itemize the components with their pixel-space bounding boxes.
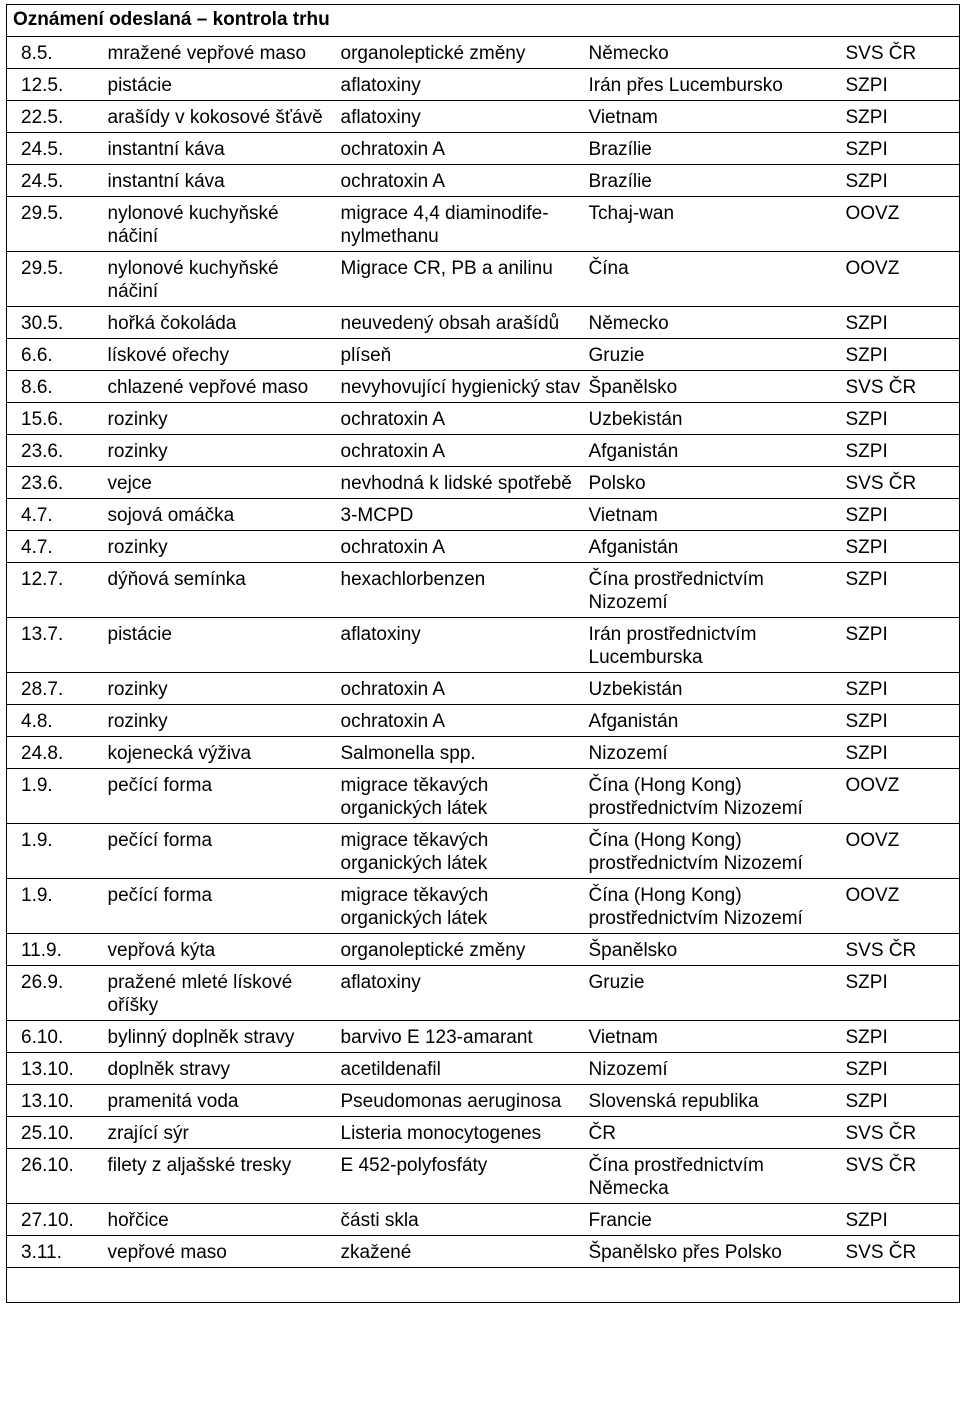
authority-cell: SZPI (840, 563, 960, 618)
authority-cell: SZPI (840, 165, 960, 197)
authority-cell: SZPI (840, 403, 960, 435)
origin-cell: Španělsko přes Polsko (583, 1236, 840, 1268)
product-cell: nylonové kuchyňské náčiní (102, 197, 335, 252)
table-row (7, 69, 960, 101)
authority-cell: SZPI (840, 499, 960, 531)
hazard-cell: nevhodná k lidské spotřebě (335, 467, 583, 499)
hazard-cell: migrace těkavých organických látek (335, 879, 583, 934)
hazard-cell: migrace těkavých organických látek (335, 769, 583, 824)
hazard-cell: části skla (335, 1204, 583, 1236)
origin-cell: Čína (Hong Kong) prostřednictvím Nizozemí (583, 769, 840, 824)
table-row (7, 371, 960, 403)
date-cell: 26.9. (7, 966, 102, 1021)
authority-cell: SZPI (840, 618, 960, 673)
date-cell: 15.6. (7, 403, 102, 435)
origin-cell: Německo (583, 37, 840, 69)
hazard-cell: aflatoxiny (335, 101, 583, 133)
authority-cell: OOVZ (840, 197, 960, 252)
product-cell: pistácie (102, 618, 335, 673)
origin-cell: Uzbekistán (583, 403, 840, 435)
table-row (7, 531, 960, 563)
hazard-cell: aflatoxiny (335, 69, 583, 101)
table-row (7, 1149, 960, 1204)
product-cell: pečící forma (102, 769, 335, 824)
hazard-cell: Pseudomonas aeruginosa (335, 1085, 583, 1117)
table-row (7, 499, 960, 531)
table-row (7, 37, 960, 69)
product-cell: kojenecká výživa (102, 737, 335, 769)
empty-cell (7, 1268, 960, 1303)
origin-cell: Španělsko (583, 371, 840, 403)
table-row (7, 467, 960, 499)
hazard-cell: organoleptické změny (335, 934, 583, 966)
date-cell: 24.8. (7, 737, 102, 769)
origin-cell: Slovenská republika (583, 1085, 840, 1117)
product-cell: instantní káva (102, 133, 335, 165)
origin-cell: Irán prostřednictvím Lucemburska (583, 618, 840, 673)
product-cell: rozinky (102, 673, 335, 705)
authority-cell: SVS ČR (840, 1236, 960, 1268)
product-cell: chlazené vepřové maso (102, 371, 335, 403)
table-row (7, 1085, 960, 1117)
authority-cell: SVS ČR (840, 1149, 960, 1204)
origin-cell: Brazílie (583, 165, 840, 197)
origin-cell: Vietnam (583, 1021, 840, 1053)
product-cell: zrající sýr (102, 1117, 335, 1149)
date-cell: 11.9. (7, 934, 102, 966)
product-cell: filety z aljašské tresky (102, 1149, 335, 1204)
authority-cell: SZPI (840, 307, 960, 339)
hazard-cell: ochratoxin A (335, 705, 583, 737)
date-cell: 27.10. (7, 1204, 102, 1236)
date-cell: 25.10. (7, 1117, 102, 1149)
table-row (7, 197, 960, 252)
table-row (7, 307, 960, 339)
authority-cell: SZPI (840, 531, 960, 563)
product-cell: pečící forma (102, 879, 335, 934)
table-row (7, 1053, 960, 1085)
hazard-cell: organoleptické změny (335, 37, 583, 69)
date-cell: 12.7. (7, 563, 102, 618)
hazard-cell: zkažené (335, 1236, 583, 1268)
product-cell: rozinky (102, 403, 335, 435)
origin-cell: Čína prostřednictvím Nizozemí (583, 563, 840, 618)
origin-cell: Irán přes Lucembursko (583, 69, 840, 101)
table-row (7, 934, 960, 966)
authority-cell: SZPI (840, 1204, 960, 1236)
product-cell: arašídy v kokosové šťávě (102, 101, 335, 133)
date-cell: 13.10. (7, 1085, 102, 1117)
hazard-cell: aflatoxiny (335, 618, 583, 673)
hazard-cell: 3-MCPD (335, 499, 583, 531)
table-row (7, 252, 960, 307)
authority-cell: SVS ČR (840, 467, 960, 499)
origin-cell: Brazílie (583, 133, 840, 165)
origin-cell: Čína (Hong Kong) prostřednictvím Nizozemí (583, 824, 840, 879)
authority-cell: SZPI (840, 705, 960, 737)
authority-cell: SVS ČR (840, 934, 960, 966)
table-row (7, 133, 960, 165)
authority-cell: SZPI (840, 1053, 960, 1085)
product-cell: pramenitá voda (102, 1085, 335, 1117)
hazard-cell: neuvedený obsah arašídů (335, 307, 583, 339)
date-cell: 12.5. (7, 69, 102, 101)
authority-cell: SZPI (840, 133, 960, 165)
authority-cell: SZPI (840, 673, 960, 705)
product-cell: pražené mleté lískové oříšky (102, 966, 335, 1021)
product-cell: vejce (102, 467, 335, 499)
product-cell: doplněk stravy (102, 1053, 335, 1085)
authority-cell: SZPI (840, 69, 960, 101)
hazard-cell: ochratoxin A (335, 165, 583, 197)
product-cell: nylonové kuchyňské náčiní (102, 252, 335, 307)
hazard-cell: ochratoxin A (335, 531, 583, 563)
authority-cell: OOVZ (840, 769, 960, 824)
date-cell: 22.5. (7, 101, 102, 133)
product-cell: rozinky (102, 705, 335, 737)
product-cell: mražené vepřové maso (102, 37, 335, 69)
authority-cell: SZPI (840, 339, 960, 371)
origin-cell: Španělsko (583, 934, 840, 966)
authority-cell: SVS ČR (840, 1117, 960, 1149)
date-cell: 1.9. (7, 769, 102, 824)
date-cell: 8.5. (7, 37, 102, 69)
hazard-cell: nevyhovující hygienický stav (335, 371, 583, 403)
product-cell: bylinný doplněk stravy (102, 1021, 335, 1053)
product-cell: vepřové maso (102, 1236, 335, 1268)
empty-row (7, 1268, 960, 1303)
origin-cell: Vietnam (583, 499, 840, 531)
product-cell: dýňová semínka (102, 563, 335, 618)
date-cell: 29.5. (7, 197, 102, 252)
authority-cell: SZPI (840, 1085, 960, 1117)
date-cell: 23.6. (7, 435, 102, 467)
table-row (7, 165, 960, 197)
table-title: Oznámení odeslaná – kontrola trhu (7, 5, 960, 37)
origin-cell: Gruzie (583, 966, 840, 1021)
authority-cell: SVS ČR (840, 371, 960, 403)
origin-cell: Afganistán (583, 435, 840, 467)
hazard-cell: acetildenafil (335, 1053, 583, 1085)
product-cell: rozinky (102, 435, 335, 467)
authority-cell: OOVZ (840, 824, 960, 879)
hazard-cell: E 452-polyfosfáty (335, 1149, 583, 1204)
product-cell: hořká čokoláda (102, 307, 335, 339)
origin-cell: Čína prostřednictvím Německa (583, 1149, 840, 1204)
authority-cell: SZPI (840, 966, 960, 1021)
origin-cell: Nizozemí (583, 1053, 840, 1085)
table-row (7, 435, 960, 467)
product-cell: pečící forma (102, 824, 335, 879)
date-cell: 26.10. (7, 1149, 102, 1204)
date-cell: 3.11. (7, 1236, 102, 1268)
product-cell: hořčice (102, 1204, 335, 1236)
product-cell: sojová omáčka (102, 499, 335, 531)
hazard-cell: barvivo E 123-amarant (335, 1021, 583, 1053)
product-cell: lískové ořechy (102, 339, 335, 371)
authority-cell: SZPI (840, 1021, 960, 1053)
authority-cell: OOVZ (840, 252, 960, 307)
date-cell: 4.8. (7, 705, 102, 737)
origin-cell: Nizozemí (583, 737, 840, 769)
hazard-cell: migrace těkavých organických látek (335, 824, 583, 879)
date-cell: 23.6. (7, 467, 102, 499)
authority-cell: OOVZ (840, 879, 960, 934)
hazard-cell: Salmonella spp. (335, 737, 583, 769)
date-cell: 1.9. (7, 824, 102, 879)
origin-cell: Francie (583, 1204, 840, 1236)
authority-cell: SVS ČR (840, 37, 960, 69)
date-cell: 24.5. (7, 165, 102, 197)
date-cell: 30.5. (7, 307, 102, 339)
table-row (7, 879, 960, 934)
table-row (7, 705, 960, 737)
origin-cell: Čína (583, 252, 840, 307)
product-cell: instantní káva (102, 165, 335, 197)
date-cell: 28.7. (7, 673, 102, 705)
origin-cell: Afganistán (583, 531, 840, 563)
table-row (7, 403, 960, 435)
product-cell: pistácie (102, 69, 335, 101)
date-cell: 13.7. (7, 618, 102, 673)
origin-cell: Gruzie (583, 339, 840, 371)
authority-cell: SZPI (840, 101, 960, 133)
table-row (7, 737, 960, 769)
hazard-cell: ochratoxin A (335, 133, 583, 165)
authority-cell: SZPI (840, 737, 960, 769)
date-cell: 1.9. (7, 879, 102, 934)
origin-cell: ČR (583, 1117, 840, 1149)
hazard-cell: Migrace CR, PB a anilinu (335, 252, 583, 307)
origin-cell: Tchaj-wan (583, 197, 840, 252)
date-cell: 29.5. (7, 252, 102, 307)
authority-cell: SZPI (840, 435, 960, 467)
date-cell: 13.10. (7, 1053, 102, 1085)
hazard-cell: ochratoxin A (335, 403, 583, 435)
table-row (7, 1204, 960, 1236)
origin-cell: Vietnam (583, 101, 840, 133)
hazard-cell: ochratoxin A (335, 673, 583, 705)
origin-cell: Uzbekistán (583, 673, 840, 705)
table-row (7, 966, 960, 1021)
hazard-cell: aflatoxiny (335, 966, 583, 1021)
table-row (7, 769, 960, 824)
date-cell: 6.6. (7, 339, 102, 371)
table-row (7, 1236, 960, 1268)
date-cell: 4.7. (7, 499, 102, 531)
table-row (7, 1117, 960, 1149)
hazard-cell: plíseň (335, 339, 583, 371)
hazard-cell: Listeria monocytogenes (335, 1117, 583, 1149)
hazard-cell: migrace 4,4 diaminodife-nylmethanu (335, 197, 583, 252)
date-cell: 8.6. (7, 371, 102, 403)
date-cell: 24.5. (7, 133, 102, 165)
hazard-cell: hexachlorbenzen (335, 563, 583, 618)
product-cell: rozinky (102, 531, 335, 563)
origin-cell: Polsko (583, 467, 840, 499)
table-row (7, 1021, 960, 1053)
date-cell: 6.10. (7, 1021, 102, 1053)
table-row (7, 824, 960, 879)
table-row (7, 339, 960, 371)
table-row (7, 618, 960, 673)
origin-cell: Německo (583, 307, 840, 339)
origin-cell: Afganistán (583, 705, 840, 737)
table-row (7, 101, 960, 133)
product-cell: vepřová kýta (102, 934, 335, 966)
notification-table (6, 4, 960, 1303)
hazard-cell: ochratoxin A (335, 435, 583, 467)
date-cell: 4.7. (7, 531, 102, 563)
table-row (7, 563, 960, 618)
origin-cell: Čína (Hong Kong) prostřednictvím Nizozemí (583, 879, 840, 934)
table-row (7, 673, 960, 705)
